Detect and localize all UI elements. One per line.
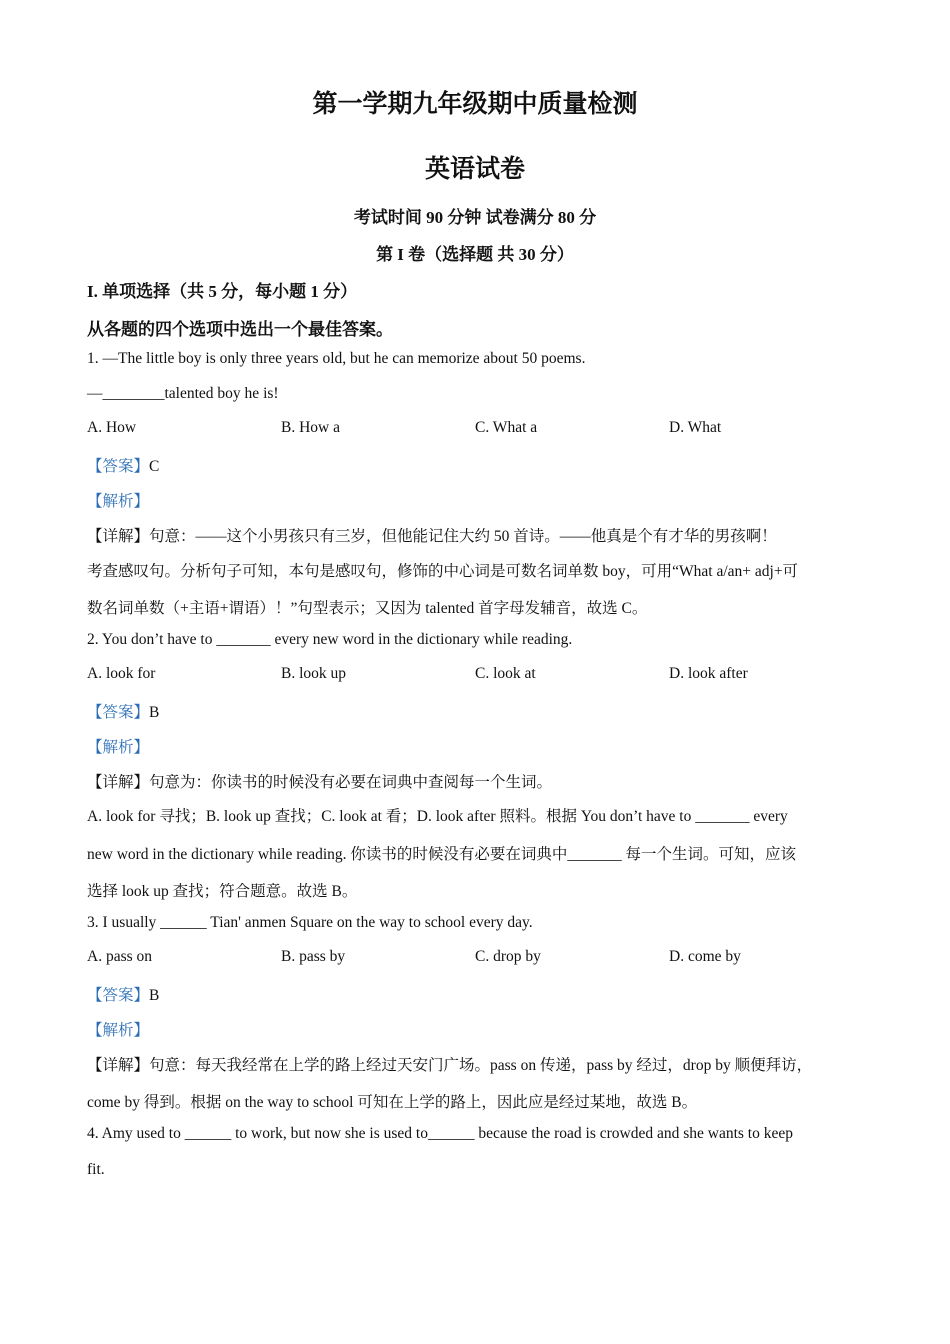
question-2-detail-line1 [87,770,552,792]
question-1-stem: 1. —The little boy is only three years old, but he can memorize about 50 poems. [87,350,586,367]
section-instruction: 从各题的四个选项中选出一个最佳答案。 [87,320,393,339]
answer-value: B [149,987,160,1004]
question-3-detail-line2: come by 得到。根据 on the way to school 可知在上学的路上，因此应是经过某地，故选 B。 [87,1094,698,1111]
detail-label: 【详解】 [87,774,150,791]
detail-text: 句意为：你读书的时候没有必要在词典中查阅每一个生词。 [149,774,553,791]
question-2-option-b: B. look up [281,665,347,682]
question-1-option-c: C. What a [475,419,538,436]
question-2-option-d: D. look after [669,665,748,682]
detail-label: 【详解】 [87,528,150,545]
question-3-analysis-label: 【解析】 [87,1022,150,1039]
question-1-detail-line2: 考查感叹句。分析句子可知，本句是感叹句，修饰的中心词是可数名词单数 boy，可用“What a/an+ adj+可 [87,563,799,580]
question-3-option-b: B. pass by [281,948,346,965]
question-2-analysis-label: 【解析】 [87,739,150,756]
question-3-option-c: C. drop by [475,948,541,965]
question-1-option-d: D. What [669,419,722,436]
detail-label: 【详解】 [87,1057,150,1074]
answer-value: C [149,458,160,475]
question-1-detail-line1 [87,524,777,546]
answer-label: 【答案】 [87,458,150,475]
question-1-option-b: B. How a [281,419,340,436]
question-2-detail-line2: A. look for 寻找；B. look up 查找；C. look at 看；D. look after 照料。根据 You don’t have to _______ every [87,808,788,825]
answer-value: B [149,704,160,721]
question-1-detail-line3: 数名词单数（+主语+谓语）！”句型表示；又因为 talented 首字母发辅音，故选 C。 [87,600,648,617]
question-2-option-c: C. look at [475,665,536,682]
question-1-answer [87,454,159,476]
question-4-stem: 4. Amy used to ______ to work, but now she is used to______ because the road is crowded and she wants to keep [87,1125,793,1142]
volume-heading: 第 I 卷（选择题 共 30 分） [376,245,574,264]
section-heading: I. 单项选择（共 5 分，每小题 1 分） [87,282,358,301]
answer-label: 【答案】 [87,704,150,721]
question-2-stem: 2. You don’t have to _______ every new word in the dictionary while reading. [87,631,573,648]
page-title: 第一学期九年级期中质量检测 [312,91,638,118]
question-4-stem-line2: fit. [87,1161,105,1178]
question-2-answer [87,700,159,722]
question-2-detail-line3: new word in the dictionary while reading. 你读书的时候没有必要在词典中_______ 每一个生词。可知，应该 [87,846,797,863]
question-3-detail-line1 [87,1053,812,1075]
question-2-option-a: A. look for [87,665,156,682]
question-1-stem-line2: —________talented boy he is! [87,385,279,402]
page-subtitle: 英语试卷 [424,156,525,183]
question-3-stem: 3. I usually ______ Tian' anmen Square on the way to school every day. [87,914,533,931]
exam-time-info: 考试时间 90 分钟 试卷满分 80 分 [353,208,597,227]
detail-text: 句意：——这个小男孩只有三岁，但他能记住大约 50 首诗。——他真是个有才华的男孩啊！ [149,528,777,545]
detail-text: 句意：每天我经常在上学的路上经过天安门广场。pass on 传递，pass by 经过，drop by 顺便拜访， [149,1057,813,1074]
question-3-option-a: A. pass on [87,948,153,965]
question-1-analysis-label: 【解析】 [87,493,150,510]
question-3-answer [87,983,159,1005]
question-1-option-a: A. How [87,419,137,436]
question-2-detail-line4: 选择 look up 查找；符合题意。故选 B。 [87,883,358,900]
answer-label: 【答案】 [87,987,150,1004]
question-3-option-d: D. come by [669,948,741,965]
